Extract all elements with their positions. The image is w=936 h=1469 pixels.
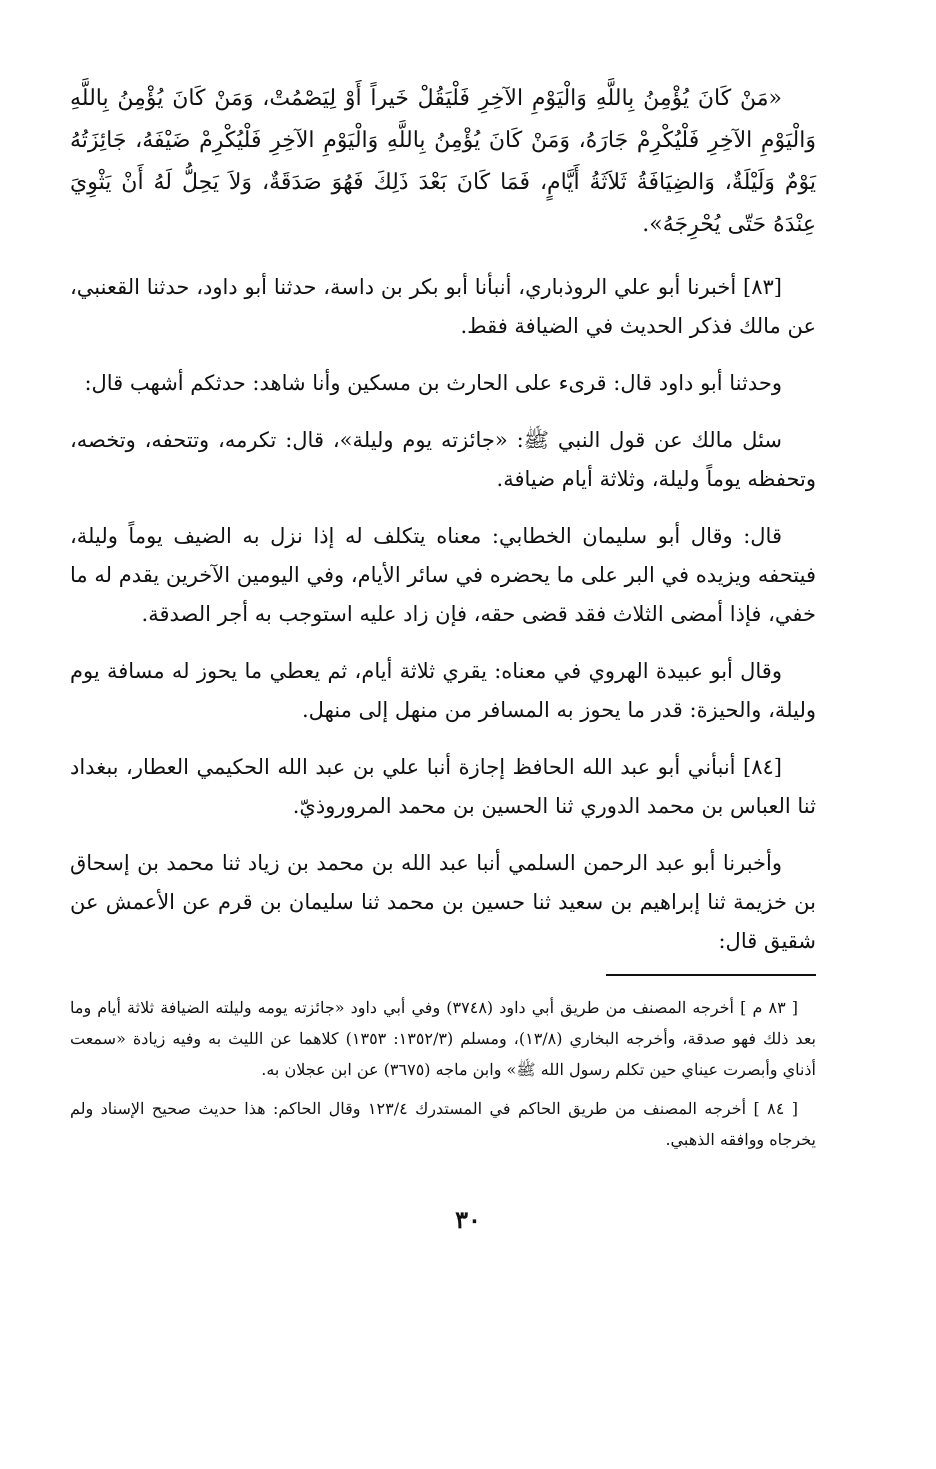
footnote-83: [ ٨٣ م ] أخرجه المصنف من طريق أبي داود (٣٧٤٨) وفي أبي داود «جائزته يومه وليلته الضيافة ثلاثة أيام وما بعد ذلك فهو صدقة، وأخرجه البخاري (١٣/٨)، ومسلم (١٣٥٢/٣: ١٣٥٣) كلاهما عن الليث به وفيه زيادة «سمعت أذناي وأبصرت عيناي حين تكلم رسول الله ﷺ» وابن ماجه (٣٦٧٥) عن ابن عجلان به. (70, 998, 816, 1079)
paragraph-harawi: وقال أبو عبيدة الهروي في معناه: يقري ثلاثة أيام، ثم يعطي ما يحوز له مسافة يوم وليلة، والحيزة: قدر ما يحوز به المسافر من منهل إلى منهل. (70, 659, 816, 722)
footnotes (70, 992, 816, 1163)
footnote-divider (606, 974, 816, 976)
main-text (70, 78, 816, 979)
footnote-84: [ ٨٤ ] أخرجه المصنف من طريق الحاكم في المستدرك ١٢٣/٤ وقال الحاكم: هذا حديث صحيح الإسناد ولم يخرجاه ووافقه الذهبي. (70, 1099, 816, 1149)
paragraph-sulami: وأخبرنا أبو عبد الرحمن السلمي أنبا عبد الله بن محمد بن زياد ثنا محمد بن إسحاق بن خزيمة ثنا إبراهيم بن سعيد ثنا حسين بن محمد ثنا سليمان بن قرم عن الأعمش عن شقيق قال: (70, 851, 816, 953)
hadith-text: «مَنْ كَانَ يُؤْمِنُ بِاللَّهِ وَالْيَوْمِ الآخِرِ فَلْيَقُلْ خَيراً أَوْ لِيَصْمُتْ، وَمَنْ كَانَ يُؤْمِنُ بِاللَّهِ وَالْيَوْمِ الآخِرِ فَلْيُكْرِمْ جَارَهُ، وَمَنْ كَانَ يُؤْمِنُ بِاللَّهِ وَالْيَوْمِ الآخِرِ فَلْيُكْرِمْ ضَيْفَهُ، جَائِزَتُهُ يَوْمٌ وَلَيْلَةٌ، وَالضِيَافَةُ ثَلاَثَةُ أَيَّامٍ، فَمَا كَانَ بَعْدَ ذَلِكَ فَهُوَ صَدَقَةٌ، وَلاَ يَحِلُّ لَهُ أَنْ يَثْوِيَ عِنْدَهُ حَتّى يُحْرِجَهُ». (70, 86, 816, 237)
paragraph-abu-dawud: وحدثنا أبو داود قال: قرىء على الحارث بن مسكين وأنا شاهد: حدثكم أشهب قال: (84, 371, 782, 395)
paragraph-83: [٨٣] أخبرنا أبو علي الروذباري، أنبأنا أبو بكر بن داسة، حدثنا أبو داود، حدثنا القعنبي، عن مالك فذكر الحديث في الضيافة فقط. (70, 275, 816, 338)
page-number: ٣٠ (455, 1205, 481, 1234)
paragraph-malik: سئل مالك عن قول النبي ﷺ: «جائزته يوم وليلة»، قال: تكرمه، وتتحفه، وتخصه، وتحفظه يوماً وليلة، وثلاثة أيام ضيافة. (70, 428, 816, 491)
paragraph-khattabi: قال: وقال أبو سليمان الخطابي: معناه يتكلف له إذا نزل به الضيف يوماً وليلة، فيتحفه ويزيده في البر على ما يحضره في سائر الأيام، وفي اليومين الآخرين يقدم له ما خفي، فإذا أمضى الثلاث فقد قضى حقه، فإن زاد عليه استوجب به أجر الصدقة. (70, 524, 816, 626)
paragraph-84: [٨٤] أنبأني أبو عبد الله الحافظ إجازة أنبا علي بن عبد الله الحكيمي العطار، ببغداد ثنا العباس بن محمد الدوري ثنا الحسين بن محمد المروروذيّ. (70, 755, 816, 818)
